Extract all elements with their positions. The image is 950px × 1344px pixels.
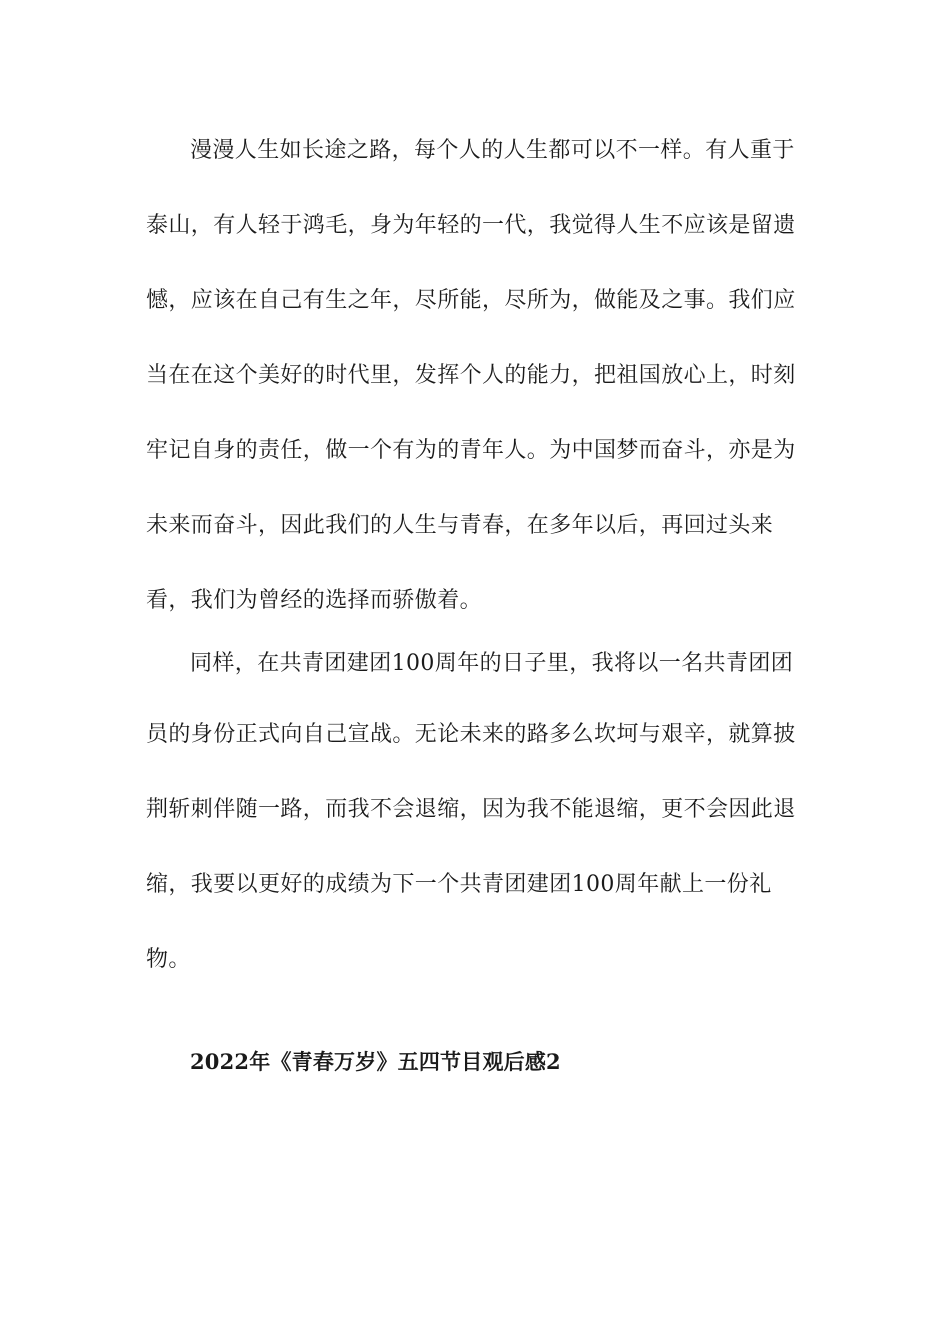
paragraph-line: 牢记自身的责任，做一个有为的青年人。为中国梦而奋斗，亦是为 [146, 438, 796, 463]
paragraph-line: 荆斩刺伴随一路，而我不会退缩，因为我不能退缩，更不会因此退 [146, 797, 796, 822]
section-heading: 2022年《青春万岁》五四节目观后感2 [190, 1049, 561, 1074]
paragraph-line: 漫漫人生如长途之路，每个人的人生都可以不一样。有人重于 [190, 138, 795, 163]
paragraph-line: 当在在这个美好的时代里，发挥个人的能力，把祖国放心上，时刻 [146, 363, 796, 388]
paragraph-line: 缩，我要以更好的成绩为下一个共青团建团100周年献上一份礼 [146, 872, 772, 897]
paragraph-line: 未来而奋斗，因此我们的人生与青春，在多年以后，再回过头来 [146, 513, 774, 538]
paragraph-line: 泰山，有人轻于鸿毛，身为年轻的一代，我觉得人生不应该是留遗 [146, 213, 796, 238]
paragraph-line: 同样，在共青团建团100周年的日子里，我将以一名共青团团 [190, 651, 794, 676]
paragraph-line: 看，我们为曾经的选择而骄傲着。 [146, 588, 483, 613]
paragraph-line: 员的身份正式向自己宣战。无论未来的路多么坎坷与艰辛，就算披 [146, 722, 796, 747]
paragraph-line: 物。 [146, 947, 191, 972]
paragraph-line: 憾，应该在自己有生之年，尽所能，尽所为，做能及之事。我们应 [146, 288, 796, 313]
